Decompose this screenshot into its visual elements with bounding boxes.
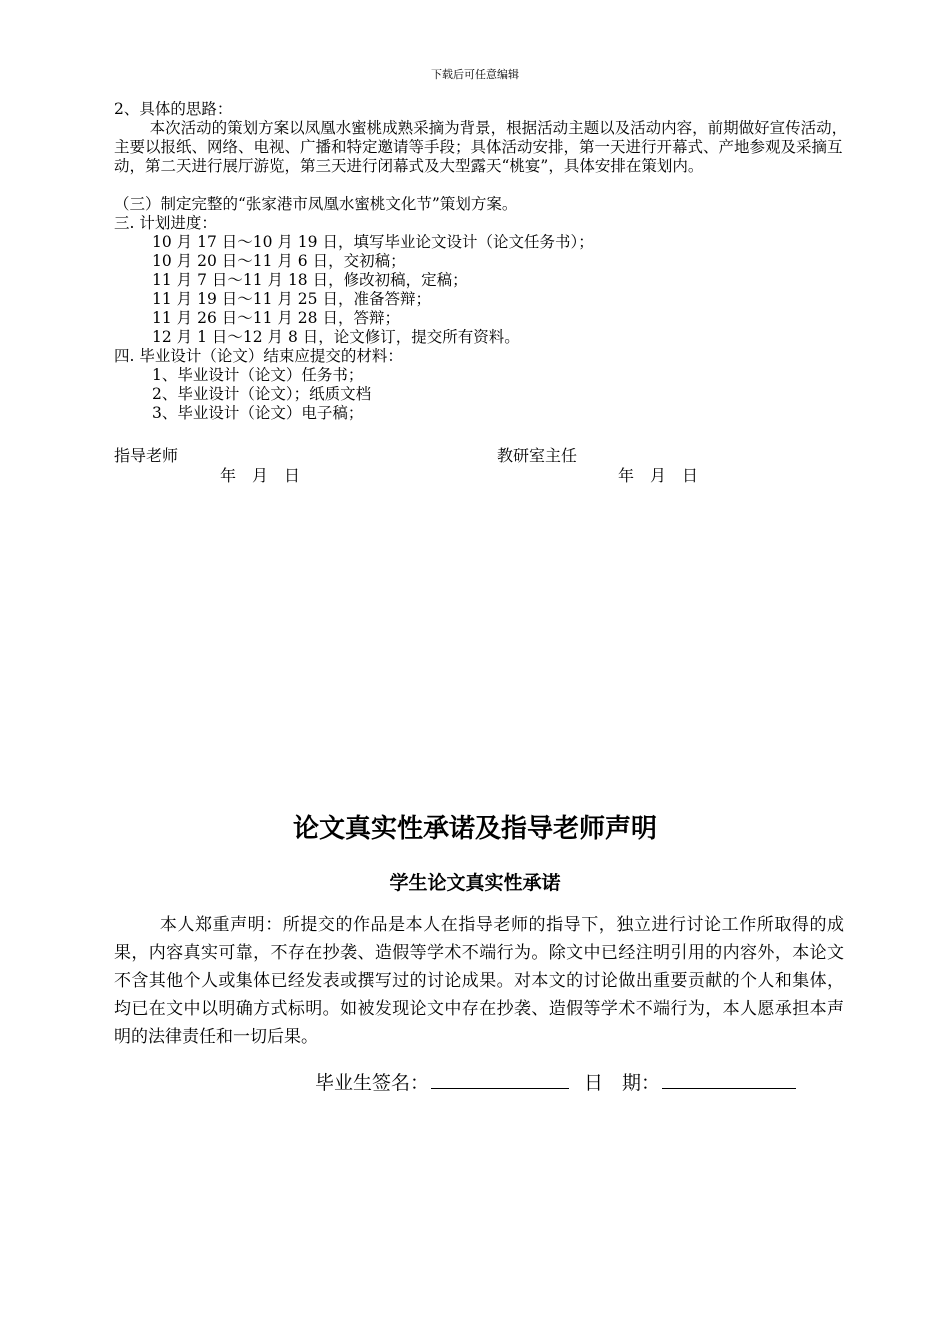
section2-item3: （三）制定完整的“张家港市凤凰水蜜桃文化节”策划方案。	[114, 195, 518, 213]
materials-item: 2、毕业设计（论文）；纸质文档	[152, 385, 372, 403]
materials-heading: 四. 毕业设计（论文）结束应提交的材料：	[114, 347, 403, 365]
advisor-label: 指导老师	[114, 446, 179, 465]
schedule-item: 10 月 17 日～10 月 19 日，填写毕业论文设计（论文任务书）；	[152, 233, 594, 251]
section2-heading: 2、具体的思路：	[114, 100, 233, 118]
schedule-heading: 三. 计划进度：	[114, 214, 217, 232]
graduate-sign-label: 毕业生签名：	[315, 1072, 430, 1094]
schedule-item: 11 月 26 日～11 月 28 日，答辩；	[152, 309, 400, 327]
schedule-item: 11 月 19 日～11 月 25 日，准备答辩；	[152, 290, 431, 308]
sign-date-label: 日 期：	[584, 1072, 661, 1094]
section2-paragraph: 本次活动的策划方案以凤凰水蜜桃成熟采摘为背景，根据活动主题以及活动内容，前期做好宣传活动，主要以报纸、网络、电视、广播和特定邀请等手段；具体活动安排，第一天进行开幕式、产地参观及采摘互动，第二天进行展厅游览，第三天进行闭幕式及大型露天“桃宴”，具体安排在策划内。	[114, 119, 848, 175]
sign-date-field[interactable]	[662, 1068, 796, 1089]
director-label: 教研室主任	[497, 446, 578, 465]
header-note: 下载后可任意编辑	[431, 68, 519, 81]
statement-body: 本人郑重声明：所提交的作品是本人在指导老师的指导下，独立进行讨论工作所取得的成果，内容真实可靠，不存在抄袭、造假等学术不端行为。除文中已经注明引用的内容外，本论文不含其他个人或集体已经发表或撰写过的讨论成果。对本文的讨论做出重要贡献的个人和集体，均已在文中以明确方式标明。如被发现论文中存在抄袭、造假等学术不端行为，本人愿承担本声明的法律责任和一切后果。	[114, 915, 844, 1047]
graduate-sign-field[interactable]	[431, 1068, 569, 1089]
schedule-item: 10 月 20 日～11 月 6 日，交初稿；	[152, 252, 406, 270]
director-date: 年 月 日	[618, 466, 699, 485]
statement-subtitle: 学生论文真实性承诺	[389, 872, 561, 894]
statement-title: 论文真实性承诺及指导老师声明	[292, 814, 657, 844]
schedule-item: 11 月 7 日～11 月 18 日，修改初稿，定稿；	[152, 271, 468, 289]
materials-item: 3、毕业设计（论文）电子稿；	[152, 404, 364, 422]
materials-item: 1、毕业设计（论文）任务书；	[152, 366, 364, 384]
sign-date-row	[584, 1068, 796, 1095]
advisor-date: 年 月 日	[220, 466, 301, 485]
graduate-signature-row	[315, 1068, 569, 1095]
schedule-item: 12 月 1 日～12 月 8 日，论文修订，提交所有资料。	[152, 328, 520, 346]
